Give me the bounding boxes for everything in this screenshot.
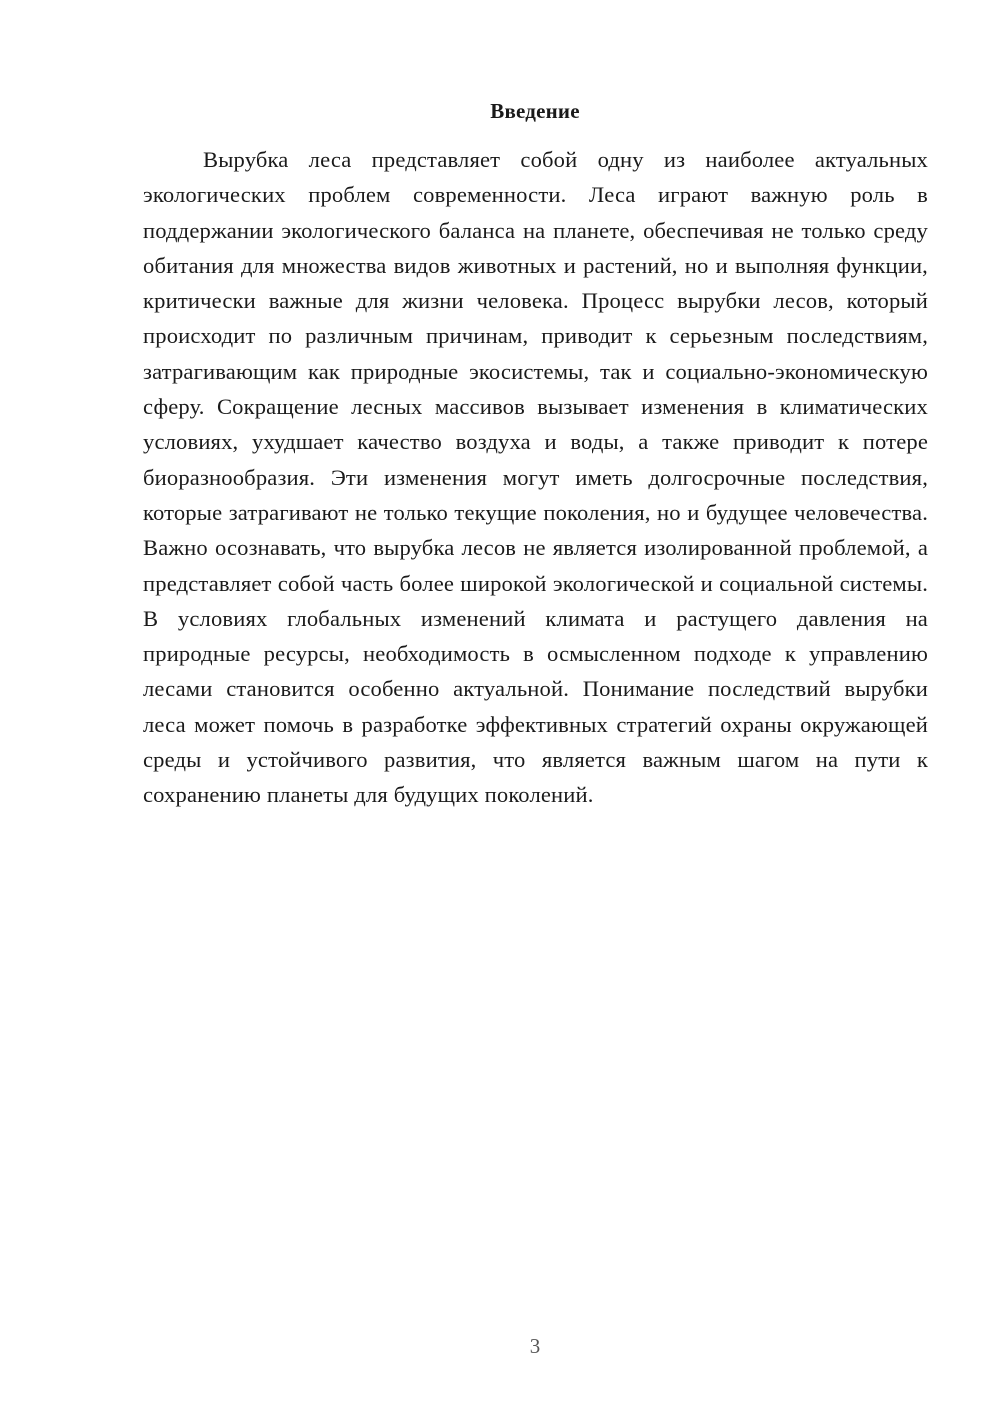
page-number: 3	[529, 1334, 541, 1358]
intro-paragraph: Вырубка леса представляет собой одну из наиболее актуальных экологических проблем современности. Леса играют важную роль в поддержании экологического баланса на планете, обеспечивая не только среду обитания для множества видов животных и растений, но и выполняя функции, критически важные для жизни человека. Процесс вырубки лесов, который происходит по различным причинам, приводит к серьезным последствиям, затрагивающим как природные экосистемы, так и социально-экономическую сферу. Сокращение лесных массивов вызывает изменения в климатических условиях, ухудшает качество воздуха и воды, а также приводит к потере биоразнообразия. Эти изменения могут иметь долгосрочные последствия, которые затрагивают не только текущие поколения, но и будущее человечества. Важно осознавать, что вырубка лесов не является изолированной проблемой, а представляет собой часть более широкой экологической и социальной системы. В условиях глобальных изменений климата и растущего давления на природные ресурсы, необходимость в осмысленном подходе к управлению лесами становится особенно актуальной. Понимание последствий вырубки леса может помочь в разработке эффективных стратегий охраны окружающей среды и устойчивого развития, что является важным шагом на пути к сохранению планеты для будущих поколений.	[143, 147, 928, 808]
section-heading: Введение	[490, 99, 580, 123]
